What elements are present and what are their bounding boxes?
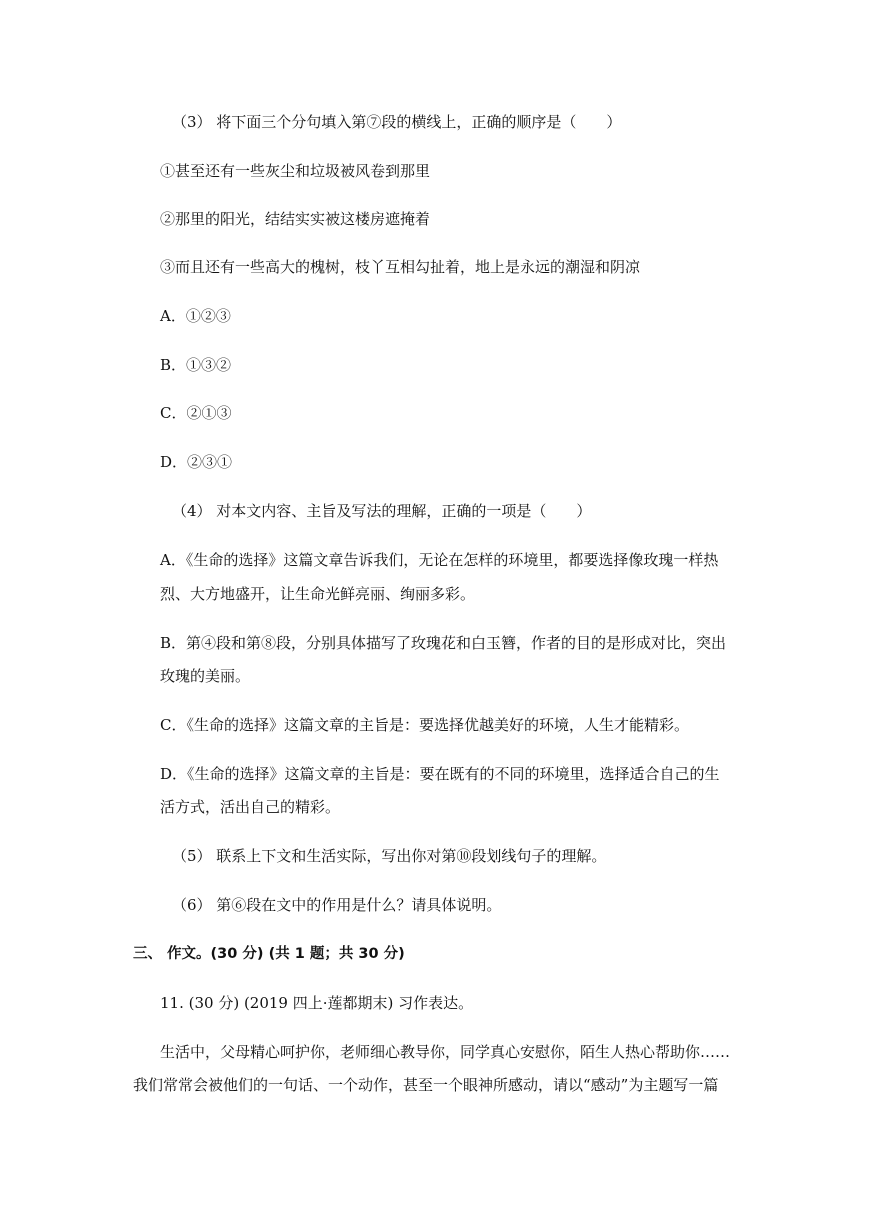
question-11-body-line-2: 我们常常会被他们的一句话、一个动作，甚至一个眼神所感动，请以“感动”为主题写一篇 xyxy=(133,1076,719,1094)
question-11-header: 11. (30 分) (2019 四上·莲都期末) 习作表达。 xyxy=(160,994,474,1012)
question-3-clause-3: ③而且还有一些高大的槐树，枝丫互相勾扯着，地上是永远的潮湿和阴凉 xyxy=(160,258,641,276)
question-3-option-a: A．①②③ xyxy=(160,307,231,325)
question-11-body-line-1: 生活中，父母精心呵护你，老师细心教导你，同学真心安慰你，陌生人热心帮助你…… xyxy=(160,1043,731,1061)
question-3-stem: （3） 将下面三个分句填入第⑦段的横线上，正确的顺序是（ ） xyxy=(172,113,622,131)
question-3-clause-1: ①甚至还有一些灰尘和垃圾被风卷到那里 xyxy=(160,162,431,180)
question-4-option-d-line-1: D．《生命的选择》这篇文章的主旨是：要在既有的不同的环境里，选择适合自己的生 xyxy=(160,765,720,783)
question-4-stem: （4） 对本文内容、主旨及写法的理解，正确的一项是（ ） xyxy=(172,502,592,520)
question-6: （6） 第⑥段在文中的作用是什么？请具体说明。 xyxy=(172,896,502,914)
question-5: （5） 联系上下文和生活实际，写出你对第⑩段划线句子的理解。 xyxy=(172,847,607,865)
question-3-option-c: C．②①③ xyxy=(160,404,232,422)
question-4-option-c: C．《生命的选择》这篇文章的主旨是：要选择优越美好的环境，人生才能精彩。 xyxy=(160,716,689,734)
question-3-option-b: B．①③② xyxy=(160,356,232,374)
question-4-option-a-line-2: 烈、大方地盛开，让生命光鲜亮丽、绚丽多彩。 xyxy=(160,585,476,603)
question-4-option-a-line-1: A．《生命的选择》这篇文章告诉我们，无论在怎样的环境里，都要选择像玫瑰一样热 xyxy=(160,551,719,569)
question-3-option-d: D．②③① xyxy=(160,453,233,471)
section-3-heading: 三、 作文。(30 分) (共 1 题；共 30 分) xyxy=(133,946,405,962)
question-4-option-b-line-1: B．第④段和第⑧段，分别具体描写了玫瑰花和白玉簪，作者的目的是形成对比，突出 xyxy=(160,634,727,652)
question-4-option-d-line-2: 活方式，活出自己的精彩。 xyxy=(160,798,341,816)
question-4-option-b-line-2: 玫瑰的美丽。 xyxy=(160,667,251,685)
question-3-clause-2: ②那里的阳光，结结实实被这楼房遮掩着 xyxy=(160,210,431,228)
